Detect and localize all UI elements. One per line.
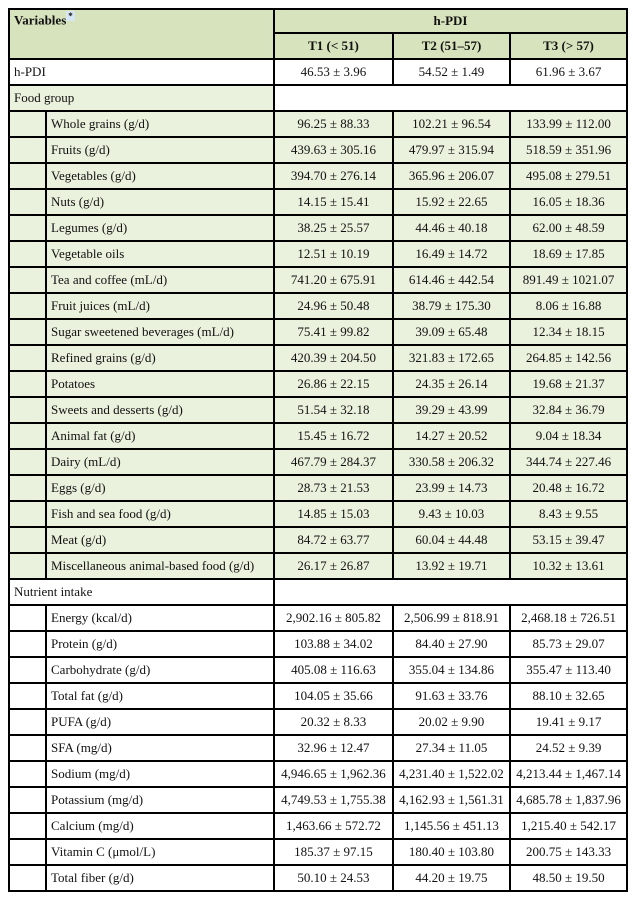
- value-cell: 44.20 ± 19.75: [393, 865, 510, 891]
- value-cell: 330.58 ± 206.32: [393, 449, 510, 475]
- value-cell: 26.17 ± 26.87: [274, 553, 393, 579]
- value-cell: 32.96 ± 12.47: [274, 735, 393, 761]
- table-row: [9, 761, 627, 787]
- section-empty-cell: [274, 85, 627, 111]
- value-cell: 1,145.56 ± 451.13: [393, 813, 510, 839]
- value-cell: 185.37 ± 97.15: [274, 839, 393, 865]
- indent-cell: [9, 163, 46, 189]
- value-cell: 1,215.40 ± 542.17: [510, 813, 627, 839]
- row-label-cell: Miscellaneous animal-based food (g/d): [46, 553, 274, 579]
- value-cell: 54.52 ± 1.49: [393, 59, 510, 85]
- indent-cell: [9, 241, 46, 267]
- value-cell: 19.41 ± 9.17: [510, 709, 627, 735]
- group-header-cell: h-PDI: [274, 9, 627, 33]
- indent-cell: [9, 761, 46, 787]
- indent-cell: [9, 267, 46, 293]
- row-label-cell: Vegetable oils: [46, 241, 274, 267]
- value-cell: 96.25 ± 88.33: [274, 111, 393, 137]
- value-cell: 355.04 ± 134.86: [393, 657, 510, 683]
- row-label-cell: Potassium (mg/d): [46, 787, 274, 813]
- value-cell: 355.47 ± 113.40: [510, 657, 627, 683]
- indent-cell: [9, 631, 46, 657]
- value-cell: 365.96 ± 206.07: [393, 163, 510, 189]
- value-cell: 495.08 ± 279.51: [510, 163, 627, 189]
- indent-cell: [9, 319, 46, 345]
- indent-cell: [9, 371, 46, 397]
- row-label-cell: Fruit juices (mL/d): [46, 293, 274, 319]
- table-row: [9, 839, 627, 865]
- row-label-cell: Sweets and desserts (g/d): [46, 397, 274, 423]
- row-label-cell: Protein (g/d): [46, 631, 274, 657]
- value-cell: 9.43 ± 10.03: [393, 501, 510, 527]
- value-cell: 102.21 ± 96.54: [393, 111, 510, 137]
- row-label-cell: Nuts (g/d): [46, 189, 274, 215]
- indent-cell: [9, 475, 46, 501]
- value-cell: 4,162.93 ± 1,561.31: [393, 787, 510, 813]
- value-cell: 32.84 ± 36.79: [510, 397, 627, 423]
- column-header-t2: T2 (51–57): [393, 33, 510, 59]
- value-cell: 14.85 ± 15.03: [274, 501, 393, 527]
- indent-cell: [9, 735, 46, 761]
- table-row: [9, 787, 627, 813]
- section-empty-cell: [274, 579, 627, 605]
- indent-cell: [9, 839, 46, 865]
- row-label-cell: Sodium (mg/d): [46, 761, 274, 787]
- row-label-cell: Energy (kcal/d): [46, 605, 274, 631]
- indent-cell: [9, 709, 46, 735]
- value-cell: 13.92 ± 19.71: [393, 553, 510, 579]
- section-row: [9, 579, 627, 605]
- table-row: [9, 553, 627, 579]
- value-cell: 23.99 ± 14.73: [393, 475, 510, 501]
- value-cell: 12.34 ± 18.15: [510, 319, 627, 345]
- table-row: [9, 709, 627, 735]
- value-cell: 46.53 ± 3.96: [274, 59, 393, 85]
- table-row: [9, 267, 627, 293]
- table-row: [9, 631, 627, 657]
- table-row: [9, 293, 627, 319]
- value-cell: 18.69 ± 17.85: [510, 241, 627, 267]
- value-cell: 8.43 ± 9.55: [510, 501, 627, 527]
- row-label-cell: Tea and coffee (mL/d): [46, 267, 274, 293]
- value-cell: 1,463.66 ± 572.72: [274, 813, 393, 839]
- row-label-cell: Fish and sea food (g/d): [46, 501, 274, 527]
- table-row: [9, 215, 627, 241]
- variables-header-label: Variables: [14, 12, 67, 28]
- indent-cell: [9, 137, 46, 163]
- row-label-cell: Legumes (g/d): [46, 215, 274, 241]
- row-label-cell: Refined grains (g/d): [46, 345, 274, 371]
- value-cell: 15.45 ± 16.72: [274, 423, 393, 449]
- value-cell: 91.63 ± 33.76: [393, 683, 510, 709]
- table-row: [9, 657, 627, 683]
- column-header-t3: T3 (> 57): [510, 33, 627, 59]
- value-cell: 20.02 ± 9.90: [393, 709, 510, 735]
- row-label-cell: Calcium (mg/d): [46, 813, 274, 839]
- value-cell: 27.34 ± 11.05: [393, 735, 510, 761]
- value-cell: 16.05 ± 18.36: [510, 189, 627, 215]
- table-row: [9, 735, 627, 761]
- value-cell: 405.08 ± 116.63: [274, 657, 393, 683]
- footnote-marker: *: [68, 11, 73, 21]
- table-row: [9, 449, 627, 475]
- column-header-t1: T1 (< 51): [274, 33, 393, 59]
- value-cell: 20.48 ± 16.72: [510, 475, 627, 501]
- value-cell: 44.46 ± 40.18: [393, 215, 510, 241]
- row-label-cell: SFA (mg/d): [46, 735, 274, 761]
- table-row: [9, 813, 627, 839]
- value-cell: 103.88 ± 34.02: [274, 631, 393, 657]
- indent-cell: [9, 527, 46, 553]
- indent-cell: [9, 423, 46, 449]
- table-row: [9, 137, 627, 163]
- value-cell: 20.32 ± 8.33: [274, 709, 393, 735]
- row-label-cell: Fruits (g/d): [46, 137, 274, 163]
- indent-cell: [9, 553, 46, 579]
- indent-cell: [9, 605, 46, 631]
- value-cell: 8.06 ± 16.88: [510, 293, 627, 319]
- value-cell: 321.83 ± 172.65: [393, 345, 510, 371]
- indent-cell: [9, 111, 46, 137]
- value-cell: 38.25 ± 25.57: [274, 215, 393, 241]
- row-label-cell: Meat (g/d): [46, 527, 274, 553]
- table-row: [9, 605, 627, 631]
- value-cell: 9.04 ± 18.34: [510, 423, 627, 449]
- value-cell: 61.96 ± 3.67: [510, 59, 627, 85]
- value-cell: 39.09 ± 65.48: [393, 319, 510, 345]
- section-label-cell: Nutrient intake: [9, 579, 274, 605]
- value-cell: 84.72 ± 63.77: [274, 527, 393, 553]
- value-cell: 16.49 ± 14.72: [393, 241, 510, 267]
- indent-cell: [9, 449, 46, 475]
- indent-cell: [9, 215, 46, 241]
- table-row: [9, 475, 627, 501]
- value-cell: 479.97 ± 315.94: [393, 137, 510, 163]
- indent-cell: [9, 501, 46, 527]
- row-label-cell: Carbohydrate (g/d): [46, 657, 274, 683]
- value-cell: 2,506.99 ± 818.91: [393, 605, 510, 631]
- value-cell: 14.27 ± 20.52: [393, 423, 510, 449]
- table-row: [9, 241, 627, 267]
- value-cell: 10.32 ± 13.61: [510, 553, 627, 579]
- value-cell: 26.86 ± 22.15: [274, 371, 393, 397]
- value-cell: 50.10 ± 24.53: [274, 865, 393, 891]
- variables-table: [8, 8, 628, 892]
- table-row: [9, 371, 627, 397]
- indent-cell: [9, 787, 46, 813]
- value-cell: 104.05 ± 35.66: [274, 683, 393, 709]
- value-cell: 2,902.16 ± 805.82: [274, 605, 393, 631]
- value-cell: 19.68 ± 21.37: [510, 371, 627, 397]
- value-cell: 4,946.65 ± 1,962.36: [274, 761, 393, 787]
- table-row: [9, 397, 627, 423]
- value-cell: 51.54 ± 32.18: [274, 397, 393, 423]
- table-row: [9, 501, 627, 527]
- row-label-cell: Sugar sweetened beverages (mL/d): [46, 319, 274, 345]
- header-row-group: [9, 9, 627, 33]
- value-cell: 4,685.78 ± 1,837.96: [510, 787, 627, 813]
- row-label-cell: Whole grains (g/d): [46, 111, 274, 137]
- value-cell: 439.63 ± 305.16: [274, 137, 393, 163]
- value-cell: 60.04 ± 44.48: [393, 527, 510, 553]
- value-cell: 62.00 ± 48.59: [510, 215, 627, 241]
- value-cell: 75.41 ± 99.82: [274, 319, 393, 345]
- value-cell: 200.75 ± 143.33: [510, 839, 627, 865]
- value-cell: 394.70 ± 276.14: [274, 163, 393, 189]
- value-cell: 85.73 ± 29.07: [510, 631, 627, 657]
- value-cell: 28.73 ± 21.53: [274, 475, 393, 501]
- table-row: [9, 423, 627, 449]
- value-cell: 741.20 ± 675.91: [274, 267, 393, 293]
- indent-cell: [9, 813, 46, 839]
- value-cell: 24.96 ± 50.48: [274, 293, 393, 319]
- table-row: [9, 189, 627, 215]
- row-label-cell: Eggs (g/d): [46, 475, 274, 501]
- row-label-cell: Vitamin C (μmol/L): [46, 839, 274, 865]
- value-cell: 467.79 ± 284.37: [274, 449, 393, 475]
- row-label-cell: Total fat (g/d): [46, 683, 274, 709]
- value-cell: 518.59 ± 351.96: [510, 137, 627, 163]
- indent-cell: [9, 683, 46, 709]
- table-row: [9, 163, 627, 189]
- table-body: [9, 59, 627, 891]
- indent-cell: [9, 865, 46, 891]
- value-cell: 53.15 ± 39.47: [510, 527, 627, 553]
- section-label-cell: Food group: [9, 85, 274, 111]
- value-cell: 4,749.53 ± 1,755.38: [274, 787, 393, 813]
- row-label-cell: Dairy (mL/d): [46, 449, 274, 475]
- value-cell: 4,213.44 ± 1,467.14: [510, 761, 627, 787]
- indent-cell: [9, 345, 46, 371]
- table-header: [9, 9, 627, 59]
- row-label-cell: Vegetables (g/d): [46, 163, 274, 189]
- table-row: [9, 865, 627, 891]
- value-cell: 14.15 ± 15.41: [274, 189, 393, 215]
- indent-cell: [9, 189, 46, 215]
- value-cell: 264.85 ± 142.56: [510, 345, 627, 371]
- row-label-cell: Total fiber (g/d): [46, 865, 274, 891]
- value-cell: 88.10 ± 32.65: [510, 683, 627, 709]
- value-cell: 39.29 ± 43.99: [393, 397, 510, 423]
- value-cell: 133.99 ± 112.00: [510, 111, 627, 137]
- row-label-cell: Animal fat (g/d): [46, 423, 274, 449]
- value-cell: 24.52 ± 9.39: [510, 735, 627, 761]
- indent-cell: [9, 293, 46, 319]
- row-label-cell: Potatoes: [46, 371, 274, 397]
- value-cell: 420.39 ± 204.50: [274, 345, 393, 371]
- row-label-cell: h-PDI: [9, 59, 274, 85]
- table-row: [9, 683, 627, 709]
- value-cell: 38.79 ± 175.30: [393, 293, 510, 319]
- indent-cell: [9, 657, 46, 683]
- value-cell: 15.92 ± 22.65: [393, 189, 510, 215]
- value-cell: 24.35 ± 26.14: [393, 371, 510, 397]
- value-cell: 344.74 ± 227.46: [510, 449, 627, 475]
- value-cell: 4,231.40 ± 1,522.02: [393, 761, 510, 787]
- variables-header-cell: [9, 9, 274, 59]
- value-cell: 12.51 ± 10.19: [274, 241, 393, 267]
- value-cell: 891.49 ± 1021.07: [510, 267, 627, 293]
- value-cell: 2,468.18 ± 726.51: [510, 605, 627, 631]
- value-cell: 614.46 ± 442.54: [393, 267, 510, 293]
- row-label-cell: PUFA (g/d): [46, 709, 274, 735]
- value-cell: 180.40 ± 103.80: [393, 839, 510, 865]
- value-cell: 48.50 ± 19.50: [510, 865, 627, 891]
- table-row: [9, 111, 627, 137]
- section-row: [9, 85, 627, 111]
- table-row: [9, 59, 627, 85]
- table-row: [9, 345, 627, 371]
- value-cell: 84.40 ± 27.90: [393, 631, 510, 657]
- indent-cell: [9, 397, 46, 423]
- table-row: [9, 527, 627, 553]
- table-row: [9, 319, 627, 345]
